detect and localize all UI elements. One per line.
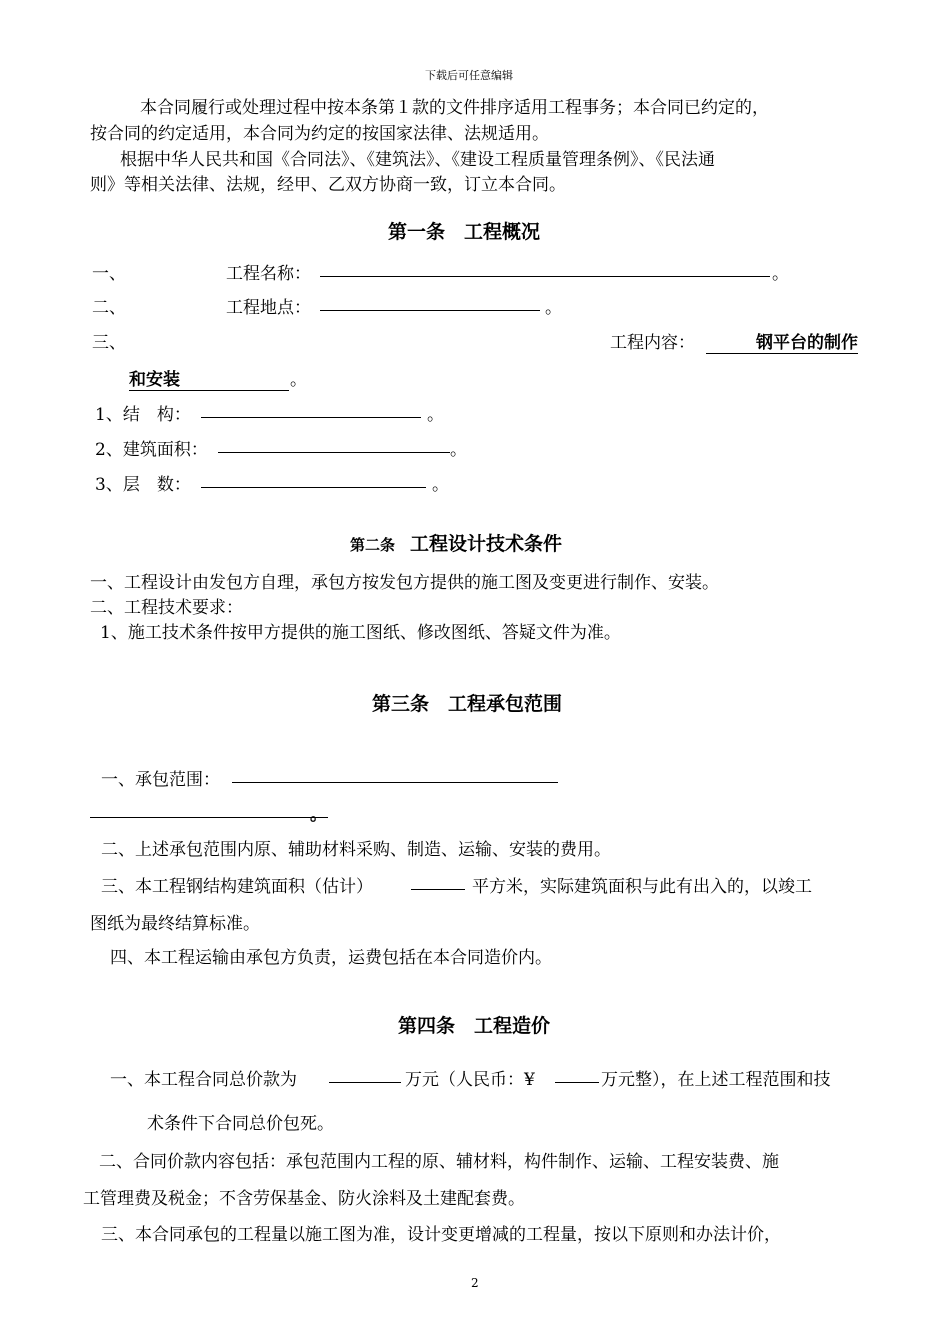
article4-line-1b: 万元（人民币：¥ xyxy=(405,1070,535,1090)
project-content-field-cont[interactable] xyxy=(129,365,289,391)
article1-title: 第一条 工程概况 xyxy=(388,221,541,243)
article3-line-3a: 三、本工程钢结构建筑面积（估计） xyxy=(101,877,373,897)
building-area-field[interactable] xyxy=(218,435,450,458)
article4-line-1c: 万元整），在上述工程范围和技 xyxy=(601,1070,831,1090)
article1-sub3-label: 3、层 数： xyxy=(95,475,191,495)
total-price-field[interactable] xyxy=(329,1065,401,1088)
article4-line-2b: 工管理费及税金；不含劳保基金、防火涂料及土建配套费。 xyxy=(83,1189,525,1209)
contract-scope-field[interactable] xyxy=(232,765,558,788)
article1-item1-period: 。 xyxy=(772,264,789,284)
article4-title: 第四条 工程造价 xyxy=(398,1015,551,1037)
article4-line-2a: 二、合同价款内容包括：承包范围内工程的原、辅材料，构件制作、运输、工程安装费、施 xyxy=(99,1152,779,1172)
intro-line-3: 根据中华人民共和国《合同法》、《建筑法》、《建设工程质量管理条例》、《民法通 xyxy=(120,150,715,170)
article1-item2-period: 。 xyxy=(545,298,562,318)
article2-title-text: 工程设计技术条件 xyxy=(410,533,563,555)
article1-item3-period: 。 xyxy=(290,370,307,390)
article1-sub2-label: 2、建筑面积： xyxy=(95,440,208,460)
floors-field[interactable] xyxy=(201,470,426,493)
structure-field[interactable] xyxy=(201,400,421,423)
article1-item3-num: 三、 xyxy=(92,333,126,353)
article1-item1-num: 一、 xyxy=(92,264,126,284)
article1-sub3-period: 。 xyxy=(432,475,449,495)
project-name-field[interactable] xyxy=(320,259,770,282)
article3-line-3c: 图纸为最终结算标准。 xyxy=(90,914,260,934)
project-content-value-a: 钢平台的制作 xyxy=(756,333,858,353)
page-header-note: 下载后可任意编辑 xyxy=(425,69,513,82)
article1-sub2-period: 。 xyxy=(450,440,467,460)
project-content-field[interactable] xyxy=(706,328,858,354)
article1-item2-num: 二、 xyxy=(92,298,126,318)
article4-line-1d: 术条件下合同总价包死。 xyxy=(147,1114,334,1134)
article1-sub1-period: 。 xyxy=(427,405,444,425)
intro-line-2: 按合同的约定适用，本合同为约定的按国家法律、法规适用。 xyxy=(90,124,549,144)
article1-sub1-label: 1、结 构： xyxy=(95,405,191,425)
rmb-amount-field[interactable] xyxy=(555,1065,599,1088)
article3-scope-label: 一、承包范围： xyxy=(101,770,220,790)
article4-line-3: 三、本合同承包的工程量以施工图为准，设计变更增减的工程量，按以下原则和办法计价， xyxy=(101,1225,781,1245)
project-location-field[interactable] xyxy=(320,293,540,316)
article2-title-prefix: 第二条 xyxy=(350,536,396,554)
article2-line-3: 1、施工技术条件按甲方提供的施工图纸、修改图纸、答疑文件为准。 xyxy=(100,623,621,643)
article3-scope-period: 。 xyxy=(310,805,327,825)
article2-line-1: 一、工程设计由发包方自理，承包方按发包方提供的施工图及变更进行制作、安装。 xyxy=(90,573,719,593)
article3-line-2: 二、上述承包范围内原、辅助材料采购、制造、运输、安装的费用。 xyxy=(101,840,611,860)
article1-item2-label: 工程地点： xyxy=(226,298,311,318)
article3-line-4: 四、本工程运输由承包方负责，运费包括在本合同造价内。 xyxy=(110,948,552,968)
intro-line-4: 则》等相关法律、法规，经甲、乙双方协商一致，订立本合同。 xyxy=(90,175,566,195)
article3-line-3b: 平方米，实际建筑面积与此有出入的，以竣工 xyxy=(472,877,812,897)
article1-item1-label: 工程名称： xyxy=(226,264,311,284)
intro-line-1: 本合同履行或处理过程中按本条第１款的文件排序适用工程事务；本合同已约定的， xyxy=(140,98,769,118)
article3-title: 第三条 工程承包范围 xyxy=(372,693,563,715)
article2-title xyxy=(350,529,562,556)
article4-line-1a: 一、本工程合同总价款为 xyxy=(110,1070,297,1090)
page-number: 2 xyxy=(471,1276,479,1290)
steel-area-field[interactable] xyxy=(411,872,465,895)
article2-line-2: 二、工程技术要求： xyxy=(90,598,243,618)
contract-scope-field-cont[interactable] xyxy=(90,800,328,823)
article1-item3-label: 工程内容： xyxy=(610,333,695,353)
project-content-value-b: 和安装 xyxy=(129,370,180,390)
